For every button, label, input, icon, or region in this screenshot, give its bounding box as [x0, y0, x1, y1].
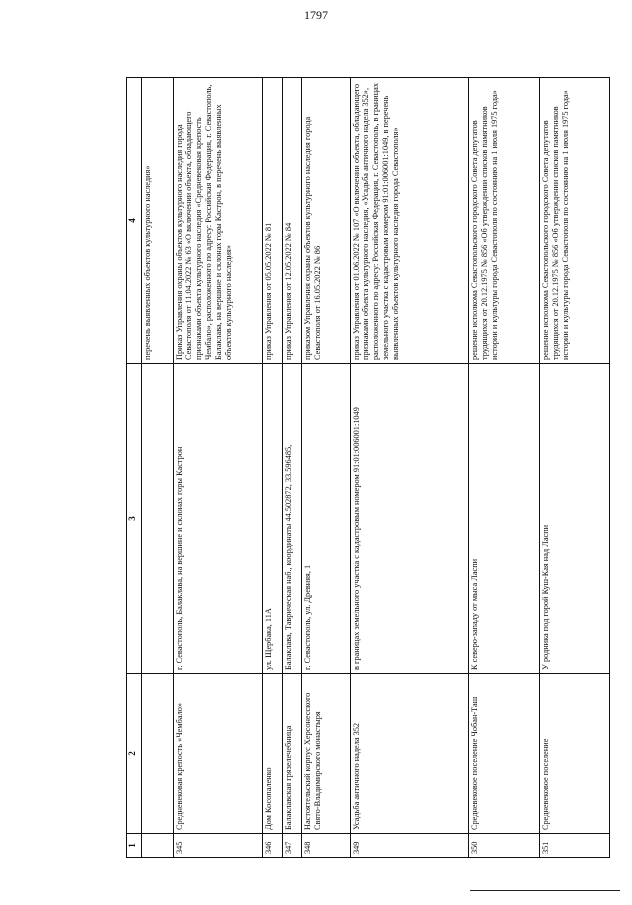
- protection-document: решение исполкома Севастопольского городского Совета депутатов трудящихся от 20.12.1975 № 856 «Об утверждении списков памятников истории и культуры города Севастополя по состоянию на 1 июля 1975 года»: [539, 78, 609, 364]
- row-number: 351: [539, 834, 609, 858]
- table-row: [282, 78, 301, 858]
- table-row: [302, 78, 350, 858]
- object-name: Средневековая крепость «Чембало»: [173, 674, 263, 834]
- row-number: 350: [469, 834, 539, 858]
- column-header-1: 1: [127, 834, 142, 858]
- column-header-4: 4: [127, 78, 142, 364]
- object-location: У родника под горой Куш-Кая над Ласпи: [539, 364, 609, 674]
- protection-document: приказ Управления от 12.05.2022 № 84: [282, 78, 301, 364]
- table-row: [350, 78, 469, 858]
- heritage-objects-table: [126, 77, 610, 858]
- row-number: 348: [302, 834, 350, 858]
- continuation-row: [142, 78, 174, 858]
- continuation-text: перечень выявленных объектов культурного наследия»: [142, 78, 174, 364]
- protection-document: Приказ Управления охраны объектов культурного наследия города Севастополя от 11.04.2022 № 63 «О включении объекта, обладающего признаками объекта культурного наследия «Средневековая крепость Чембало», расположенного по адресу: Российская Федерация, г. Севастополь, Балаклава, на вершине и склонах горы Кастрон, в перечень выявленных объектов культурного наследия»: [173, 78, 263, 364]
- table-row: [539, 78, 609, 858]
- object-location: в границах земельного участка с кадастровым номером 91:01:006001:1049: [350, 364, 469, 674]
- column-header-2: 2: [127, 674, 142, 834]
- page-number: 1797: [304, 8, 328, 22]
- row-number: 347: [282, 834, 301, 858]
- object-location: Балаклава, Таврическая наб., координаты 44.502872, 33.596485,: [282, 364, 301, 674]
- table-row: [173, 78, 263, 858]
- table-row: [469, 78, 539, 858]
- object-name: Усадьба античного надела 352: [350, 674, 469, 834]
- table-row: [263, 78, 282, 858]
- object-name: Балаклавская грязелечебница: [282, 674, 301, 834]
- rotated-table-container: [126, 78, 610, 858]
- protection-document: приказ Управления от 05.05.2022 № 81: [263, 78, 282, 364]
- object-location: ул. Щербака, 11А: [263, 364, 282, 674]
- row-number: 345: [173, 834, 263, 858]
- header-row: [127, 78, 142, 858]
- row-number: 346: [263, 834, 282, 858]
- object-name: Дом Косопаленко: [263, 674, 282, 834]
- row-number: 349: [350, 834, 469, 858]
- object-location: г. Севастополь, ул. Древняя, 1: [302, 364, 350, 674]
- object-name: Настоятельский корпус Херсонесского Свято-Владимирского монастыря: [302, 674, 350, 834]
- page-bottom-rule: [470, 890, 620, 891]
- object-location: г. Севастополь, Балаклава, на вершине и склонах горы Кастрон: [173, 364, 263, 674]
- object-name: Средневековое поселение: [539, 674, 609, 834]
- object-location: К северо-западу от мыса Ласпи: [469, 364, 539, 674]
- protection-document: приказ Управления от 01.06.2022 № 107 «О включении объекта, обладающего признаками объекта культурного наследия, «Усадьба античного надела 352», расположенного по адресу: Российская Федерация, г. Севастополь, в границах земельного участка с кадастровым номером 91:01:006001:1049, в перечень выявленных объектов культурного наследия города Севастополя»: [350, 78, 469, 364]
- protection-document: решение исполкома Севастопольского городского Совета депутатов трудящихся от 20.12.1975 № 856 «Об утверждении списков памятников истории и культуры города Севастополя по состоянию на 1 июля 1975 года»: [469, 78, 539, 364]
- protection-document: приказом Управления охраны объектов культурного наследия города Севастополя от 16.05.2022 № 86: [302, 78, 350, 364]
- object-name: Средневековое поселение Чобан-Таш: [469, 674, 539, 834]
- column-header-3: 3: [127, 364, 142, 674]
